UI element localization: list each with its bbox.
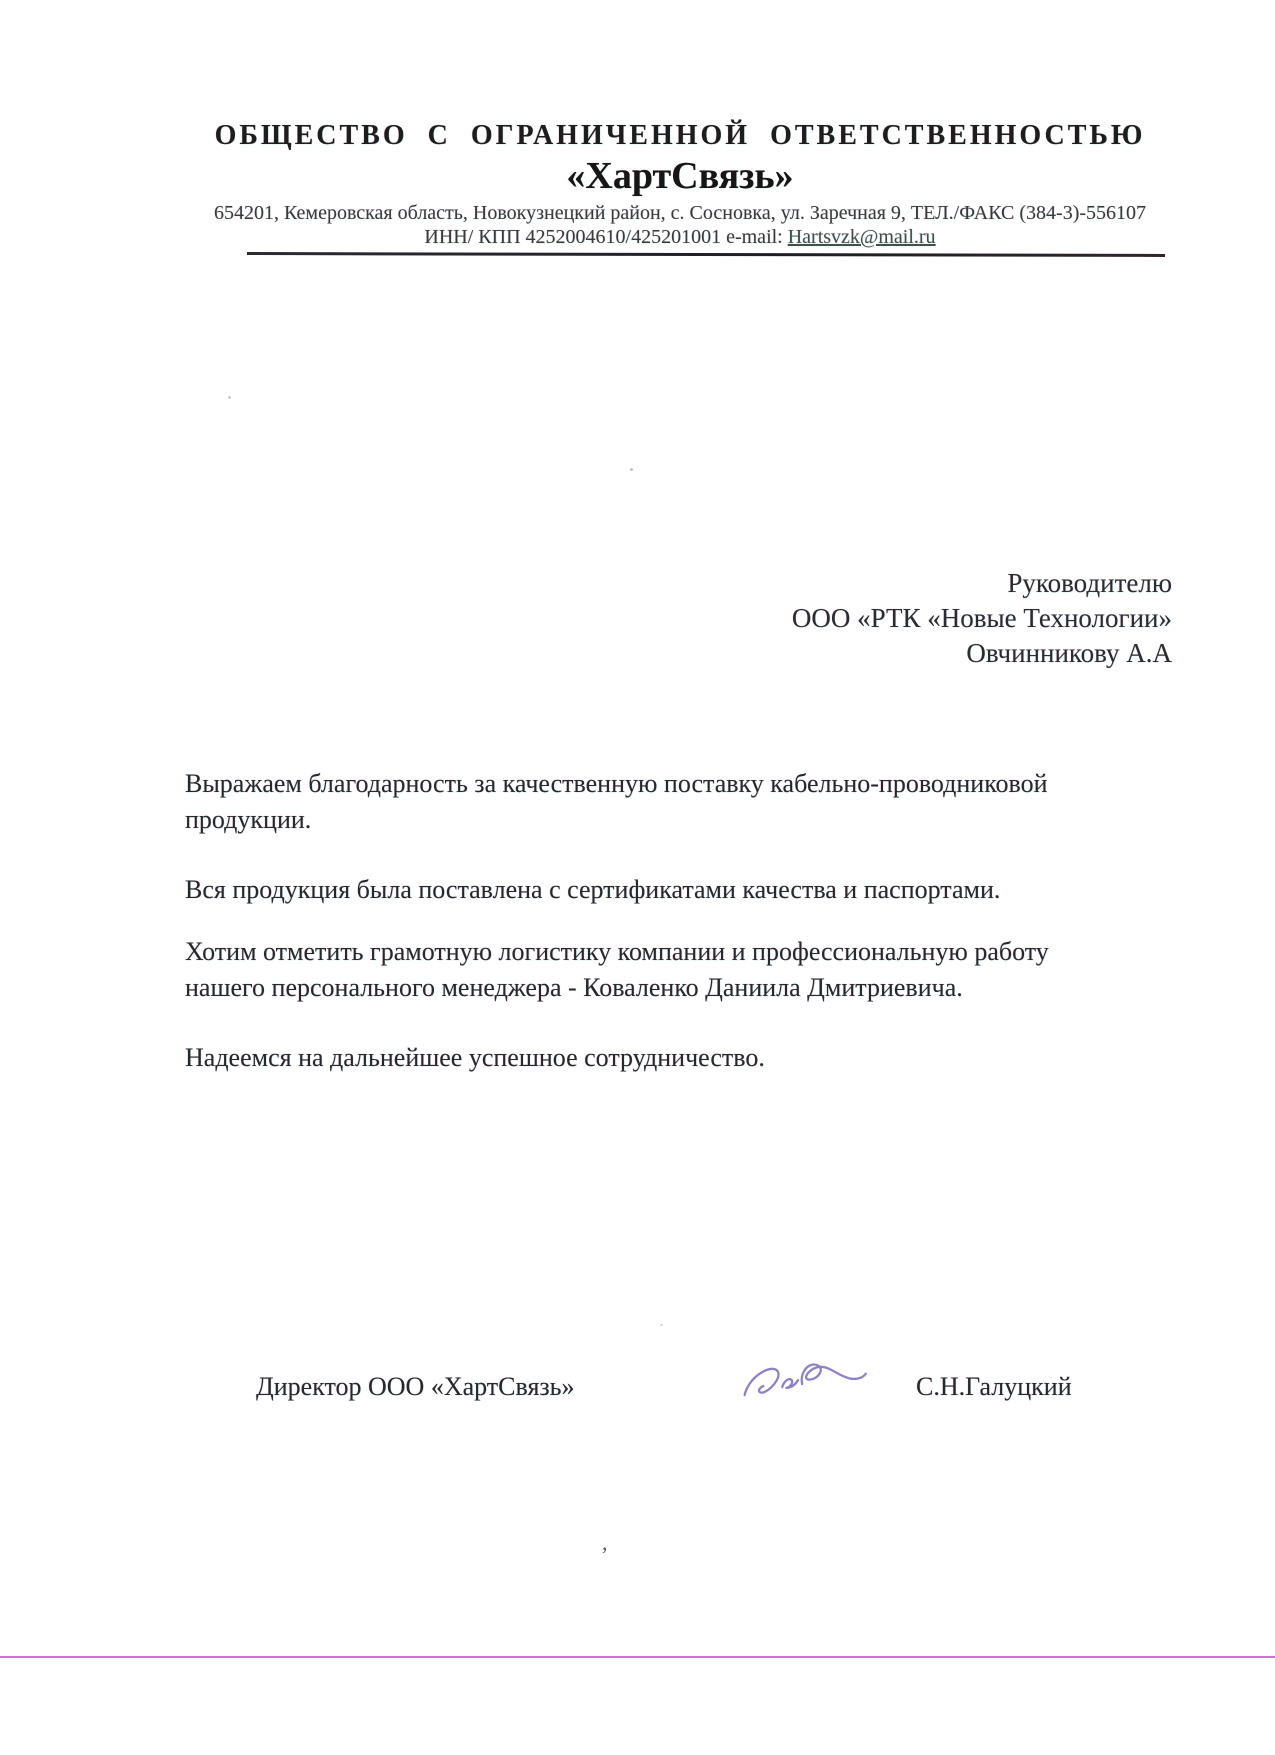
paragraph-line: продукции. xyxy=(185,805,312,834)
scan-speck xyxy=(228,396,231,399)
company-name: «ХартСвязь» xyxy=(566,155,794,197)
body-paragraph-4 xyxy=(185,1040,1085,1076)
paragraph-line: Хотим отметить грамотную логистику компании и профессиональную работу xyxy=(185,937,1049,966)
letterhead xyxy=(140,120,1220,249)
paragraph-line: нашего персонального менеджера - Коваленко Даниила Дмитриевича. xyxy=(185,973,963,1002)
recipient-person-line: Овчинникову А.А xyxy=(966,638,1172,668)
inn-kpp-text: ИНН/ КПП 4252004610/425201001 e-mail: xyxy=(424,226,788,248)
scan-stray-mark: , xyxy=(602,1530,608,1555)
company-requisites-line xyxy=(140,226,1220,249)
letterhead-divider xyxy=(247,252,1165,257)
signature-stroke xyxy=(743,1362,866,1395)
recipient-block xyxy=(792,566,1172,671)
recipient-company-line: ООО «РТК «Новые Технологии» xyxy=(791,603,1172,633)
scan-speck xyxy=(630,468,633,471)
recipient-position-line: Руководителю xyxy=(1007,568,1172,598)
organization-type-line: ОБЩЕСТВО С ОГРАНИЧЕННОЙ ОТВЕТСТВЕННОСТЬЮ xyxy=(214,120,1146,151)
paragraph-line: Вся продукция была поставлена с сертификатами качества и паспортами. xyxy=(185,875,1001,904)
scanner-artifact-line xyxy=(0,1656,1275,1658)
body-paragraph-1 xyxy=(185,766,1085,838)
body-paragraph-3 xyxy=(185,934,1085,1006)
body-paragraph-2 xyxy=(185,872,1085,908)
signatory-title: Директор ООО «ХартСвязь» xyxy=(256,1372,575,1401)
email-link[interactable]: Hartsvzk@mail.ru xyxy=(787,226,936,248)
paragraph-line: Надеемся на дальнейшее успешное сотрудничество. xyxy=(185,1043,765,1072)
company-address-line: 654201, Кемеровская область, Новокузнецкий район, с. Сосновка, ул. Заречная 9, ТЕЛ./ФАКС (384-3)-556107 xyxy=(213,202,1147,224)
paragraph-line: Выражаем благодарность за качественную поставку кабельно-проводниковой xyxy=(185,769,1048,798)
handwritten-signature xyxy=(737,1353,869,1410)
scan-speck xyxy=(660,1324,663,1326)
signatory-name: С.Н.Галуцкий xyxy=(916,1372,1072,1401)
